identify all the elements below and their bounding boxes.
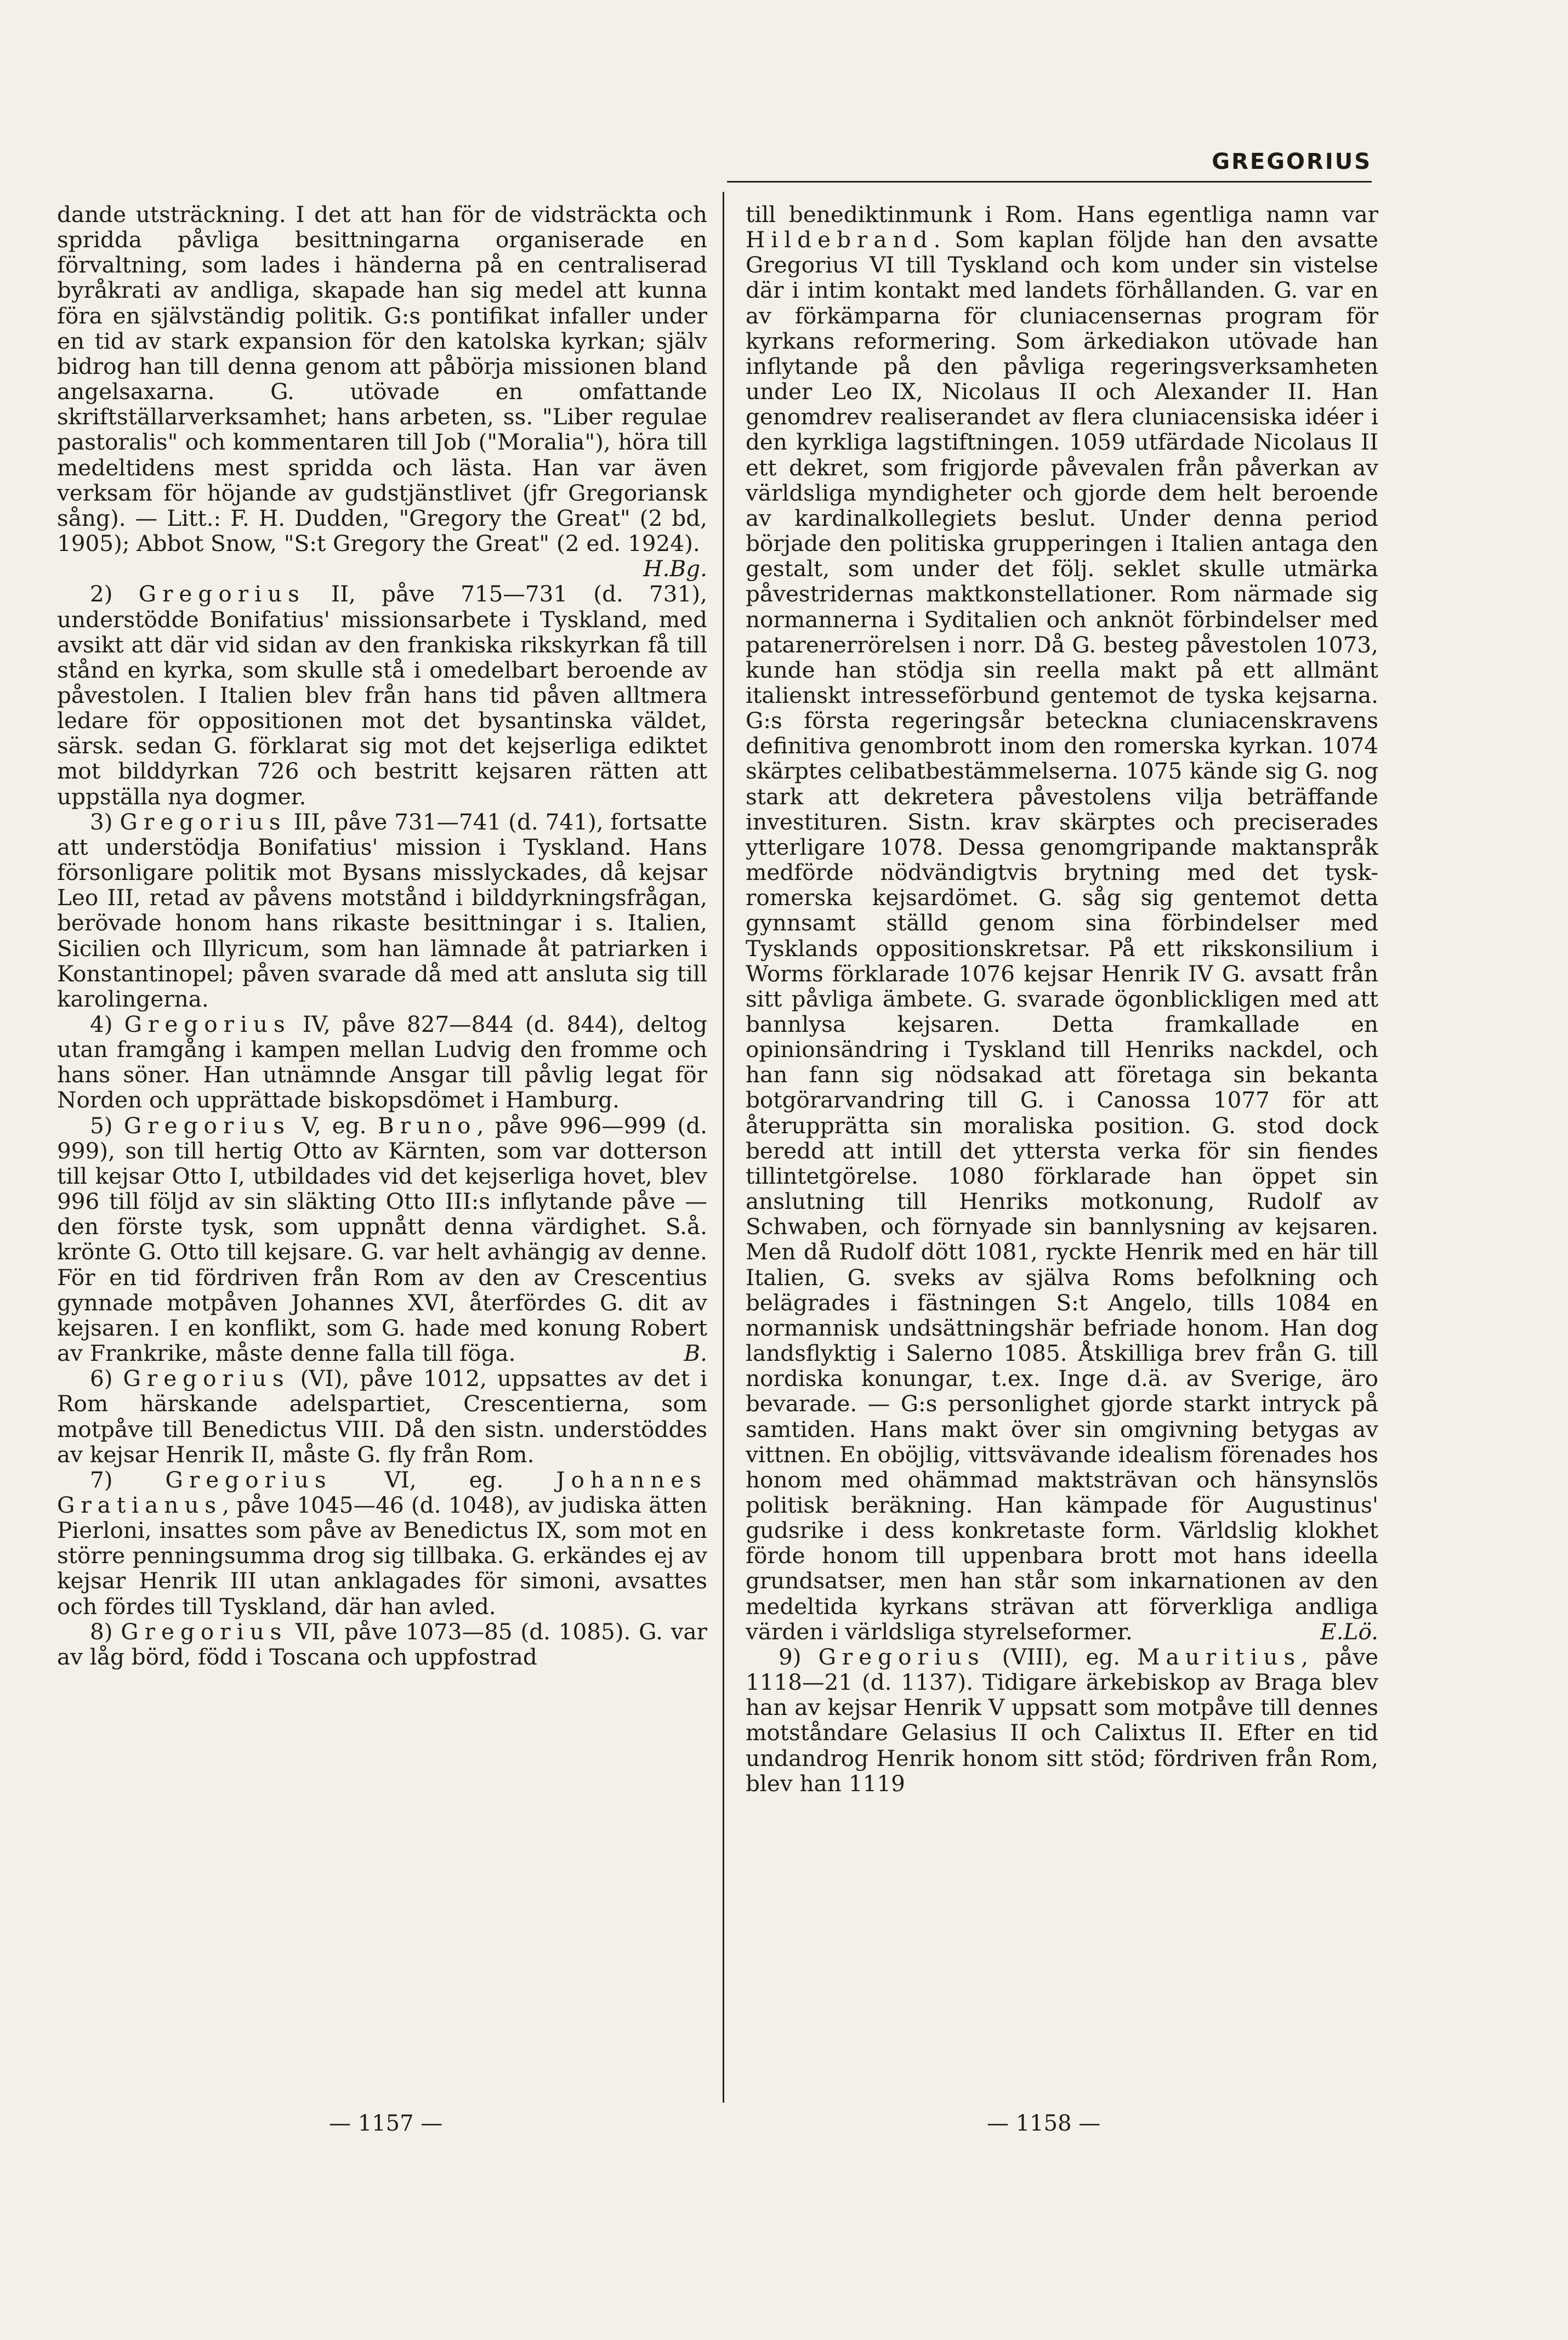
entry-name: Gregorius [120,808,287,835]
entry-birth-name: Hildebrand [746,226,934,253]
entry-4: 4) Gregorius IV, påve 827—844 (d. 844), deltog utan framgång i kampen mellan Ludvig den fromme och hans söner. Han utnämnde Ansgar till påvlig legat för Norden och upprättade biskopsdömet i Hamburg. [57,1011,707,1114]
entry-name: Gregorius [124,1011,291,1037]
entry-6: 6) Gregorius (VI), påve 1012, uppsattes av det i Rom härskande adelspartiet, Crescentierna, som motpåve till Benedictus VIII. Då den sistn. understöddes av kejsar Henrik II, måste G. fly från Rom. [57,1365,708,1468]
entry-7: 7) Gregorius VI, eg. Johannes Gratianus, påve 1045—46 (d. 1048), av judiska ätten Pierloni, insattes som påve av Benedictus IX, som mot en större penningsumma drog sig tillbaka. G. erkändes ej av kejsar Henrik III utan anklagades för simoni, avsattes och fördes till Tyskland, där han avled. [57,1466,708,1620]
entry-name: Gregorius [165,1466,332,1493]
page-number-right: — 1158 — [987,2111,1101,2136]
page-number-left: — 1157 — [329,2111,443,2136]
entry-name: Gregorius [123,1112,291,1139]
entry-3: 3) Gregorius III, påve 731—741 (d. 741), fortsatte att understödja Bonifatius' mission i Tyskland. Hans försonligare politik mot Bysans misslyckades, då kejsar Leo III, retad av påvens motstånd i bilddyrkningsfrågan, berövade honom hans rikaste besittningar i s. Italien, Sicilien och Illyricum, som han lämnade åt patriarken i Konstantinopel; påven svarade då med att ansluta sig till karolingerna. [57,808,708,1012]
entry-name: Gregorius [121,1618,288,1645]
entry-name: Gregorius [123,1365,290,1392]
right-column [746,202,1378,1796]
entry-birth-name: Johannes Gratianus [57,1466,708,1518]
entry-8-continued: till benediktinmunk i Rom. Hans egentliga namn var Hildebrand. Som kaplan följde han den avsatte Gregorius VI till Tyskland och kom under sin vistelse där i intim kontakt med landets förhållanden. G. var en av förkämparna för cluniacensernas program för kyrkans reformering. Som ärkediakon utövade han inflytande på den påvliga regeringsverksamheten under Leo IX, Nicolaus II och Alexander II. Han genomdrev realiserandet av flera cluniacensiska idéer i den kyrkliga lagstiftningen. 1059 utfärdade Nicolaus II ett dekret, som frigjorde påvevalen från påverkan av världsliga myndigheter och gjorde dem helt beroende av kardinalkollegiets beslut. Under denna period började den politiska grupperingen i Italien antaga den gestalt, som under det följ. seklet skulle utmärka påvestridernas maktkonstellationer. Rom närmade sig normannerna i Syditalien och anknöt förbindelser med patarenerrörelsen i norr. Då G. besteg påvestolen 1073, kunde han stödja sin reella makt på ett allmänt italienskt intresseförbund gentemot de tyska kejsarna. G:s första regeringsår beteckna cluniacenskravens definitiva genombrott inom den romerska kyrkan. 1074 skärptes celibatbestämmelserna. 1075 kände sig G. nog stark att dekretera påvestolens vilja beträffande investituren. Sistn. krav skärptes och preciserades ytterligare 1078. Dessa genomgripande maktanspråk medförde nödvändigtvis brytning med det tysk-romerska kejsardömet. G. såg sig gentemot detta gynnsamt ställd genom sina förbindelser med Tysklands oppositionskretsar. På ett rikskonsilium i Worms förklarade 1076 kejsar Henrik IV G. avsatt från sitt påvliga ämbete. G. svarade ögonblickligen med att bannlysa kejsaren. Detta framkallade en opinionsändring i Tyskland till Henriks nackdel, och han fann sig nödsakad att företaga sin bekanta botgörarvandring till G. i Canossa 1077 för att återupprätta sin moraliska position. G. stod dock beredd att intill det yttersta verka för sin fiendes tillintetgörelse. 1080 förklarade han öppet sin anslutning till Henriks motkonung, Rudolf av Schwaben, och förnyade sin bannlysning av kejsaren. Men då Rudolf dött 1081, ryckte Henrik med en här till Italien, G. sveks av själva Roms befolkning och belägrades i fästningen S:t Angelo, tills 1084 en normannisk undsättningshär befriade honom. Han dog landsflyktig i Salerno 1085. Åtskilliga brev från G. till nordiska konungar, t.ex. Inge d.ä. av Sverige, äro bevarade. — G:s personlighet gjorde starkt intryck på samtiden. Hans makt över sin omgivning betygas av vittnen. En oböjlig, vittsvävande idealism förenades hos honom med ohämmad maktsträvan och hänsynslös politisk beräkning. Han kämpade för Augustinus' gudsrike i dess konkretaste form. Världslig klokhet förde honom till uppenbara brott mot hans ideella grundsatser, men han står som inkarnationen av den medeltida kyrkans strävan att förverkliga andliga värden i världsliga styrelseformer. E.Lö. [746,201,1378,1645]
entry-2: 2) Gregorius II, påve 715—731 (d. 731), understödde Bonifatius' missionsarbete i Tyskland, med avsikt att där vid sidan av den frankiska rikskyrkan få till stånd en kyrka, som skulle stå i omedelbart beroende av påvestolen. I Italien blev från hans tid påven alltmera ledare för oppositionen mot det bysantinska väldet, särsk. sedan G. förklarat sig mot det kejserliga ediktet mot bilddyrkan 726 och bestritt kejsaren rätten att uppställa nya dogmer. [57,581,708,810]
author-signature: E.Lö. [1320,1618,1378,1645]
entry-8: 8) Gregorius VII, påve 1073—85 (d. 1085). G. var av låg börd, född i Toscana och uppfostrad [57,1618,707,1670]
entry-5: 5) Gregorius V, eg. Bruno, påve 996—999 (d. 999), son till hertig Otto av Kärnten, som var dotterson till kejsar Otto I, utbildades vid det kejserliga hovet, blev 996 till följd av sin släkting Otto III:s inflytande påve — den förste tysk, som uppnått denna värdighet. S.å. krönte G. Otto till kejsare. G. var helt avhängig av denne. För en tid fördriven från Rom av den av Crescentius gynnade motpåven Johannes XVI, återfördes G. dit av kejsaren. I en konflikt, som G. hade med konung Robert av Frankrike, måste denne falla till föga. B. [57,1112,708,1367]
entry-9: 9) Gregorius (VIII), eg. Mauritius, påve 1118—21 (d. 1137). Tidigare ärkebiskop av Braga blev han av kejsar Henrik V uppsatt som motpåve till dennes motståndare Gelasius II och Calixtus II. Efter en tid undandrog Henrik honom sitt stöd; fördriven från Rom, blev han 1119 [746,1643,1379,1797]
column-divider [723,192,724,2103]
header-rule [727,181,1372,183]
entry-name: Gregorius [138,581,305,607]
author-signature: B. [684,1340,707,1367]
left-column [57,202,707,1669]
page-title: GREGORIUS [1212,149,1372,174]
entry-birth-name: Mauritius [1137,1643,1302,1670]
entry-birth-name: Bruno [377,1112,477,1139]
paragraph-intro: dande utsträckning. I det att han för de vidsträckta och spridda påvliga besittningarna organiserade en förvaltning, som lades i händerna på en centraliserad byråkrati av andliga, skapade han sig medel att kunna föra en självständig politik. G:s pontifikat infaller under en tid av stark expansion för den katolska kyrkan; själv bidrog han till denna genom att påbörja missionen bland angelsaxarna. G. utövade en omfattande skriftställarverksamhet; hans arbeten, ss. "Liber regulae pastoralis" och kommentaren till Job ("Moralia"), höra till medeltidens mest spridda och lästa. Han var även verksam för höjande av gudstjänstlivet (jfr Gregoriansk sång). — Litt.: F. H. Dudden, "Gregory the Great" (2 bd, 1905); Abbot Snow, "S:t Gregory the Great" (2 ed. 1924). H.Bg. [57,201,707,582]
entry-name: Gregorius [818,1643,985,1670]
author-signature: H.Bg. [643,555,707,582]
